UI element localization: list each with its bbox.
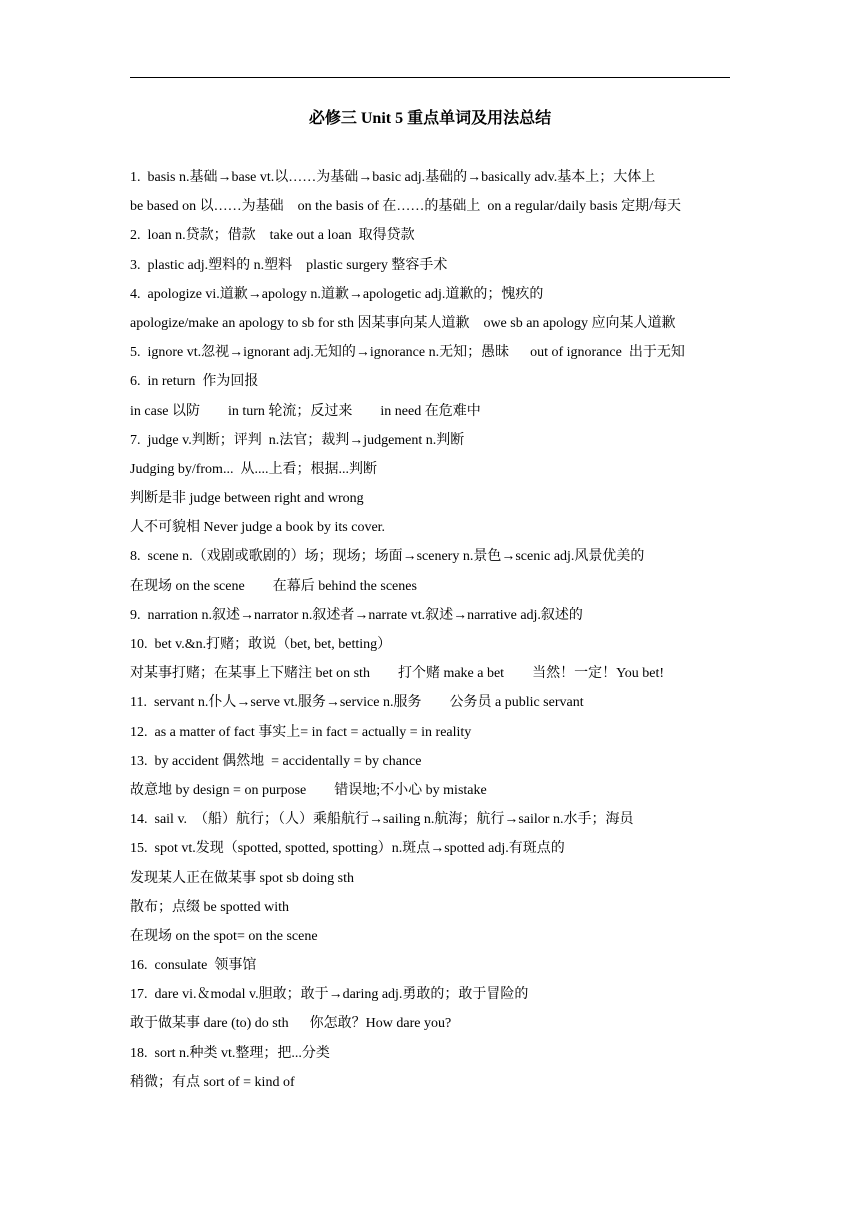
text-line: 16. consulate 领事馆 <box>130 958 257 974</box>
text-line: 8. scene n.（戏剧或歌剧的）场；现场；场面→scenery n.景色→scenic adj.风景优美的 <box>130 549 645 565</box>
text-line: 14. sail v. （船）航行；（人）乘船航行→sailing n.航海；航行→sailor n.水手；海员 <box>130 812 634 828</box>
text-line: 10. bet v.&n.打赌；敢说（bet, bet, betting） <box>130 637 392 652</box>
text-line: 3. plastic adj.塑料的 n.塑料 plastic surgery 整容手术 <box>130 257 448 273</box>
text-line: be based on 以……为基础 on the basis of 在……的基础上 on a regular/daily basis 定期/每天 <box>130 199 681 215</box>
text-line: 13. by accident 偶然地 = accidentally = by chance <box>130 753 422 769</box>
text-line: 散布；点缀 be spotted with <box>130 899 290 915</box>
text-line: 18. sort n.种类 vt.整理；把...分类 <box>130 1045 330 1061</box>
text-line: 发现某人正在做某事 spot sb doing sth <box>130 870 355 886</box>
document-title: 必修三 Unit 5 重点单词及用法总结 <box>308 110 552 127</box>
text-line: 6. in return 作为回报 <box>130 374 259 390</box>
text-line: 在现场 on the spot= on the scene <box>130 928 318 944</box>
text-line: 稍微；有点 sort of = kind of <box>130 1074 295 1090</box>
vocabulary-list <box>130 168 732 1102</box>
text-line: 7. judge v.判断；评判 n.法官；裁判→judgement n.判断 <box>130 432 465 448</box>
text-line: 敢于做某事 dare (to) do sth 你怎敢？How dare you? <box>130 1016 452 1032</box>
text-line: 2. loan n.贷款；借款 take out a loan 取得贷款 <box>130 228 415 244</box>
text-line: 15. spot vt.发现（spotted, spotted, spotting）n.斑点→spotted adj.有斑点的 <box>130 841 565 857</box>
text-line: 11. servant n.仆人→serve vt.服务→service n.服务 公务员 a public servant <box>130 695 584 711</box>
text-line: 9. narration n.叙述→narrator n.叙述者→narrate vt.叙述→narrative adj.叙述的 <box>130 607 583 623</box>
text-line: 人不可貌相 Never judge a book by its cover. <box>130 520 386 536</box>
text-line: 故意地 by design = on purpose 错误地;不小心 by mistake <box>130 782 487 798</box>
text-line: 1. basis n.基础→base vt.以……为基础→basic adj.基础的→basically adv.基本上；大体上 <box>130 170 656 185</box>
text-line: 对某事打赌；在某事上下赌注 bet on sth 打个赌 make a bet 当然！一定！You bet! <box>130 666 665 682</box>
text-line: 17. dare vi.＆modal v.胆敢；敢于→daring adj.勇敢的；敢于冒险的 <box>130 987 529 1003</box>
header-rule <box>130 77 730 78</box>
text-line: 4. apologize vi.道歉→apology n.道歉→apologetic adj.道歉的；愧疚的 <box>130 286 544 302</box>
text-line: 在现场 on the scene 在幕后 behind the scenes <box>130 578 417 594</box>
text-line: Judging by/from... 从....上看；根据...判断 <box>130 461 377 477</box>
text-line: 判断是非 judge between right and wrong <box>130 491 364 507</box>
text-line: in case 以防 in turn 轮流；反过来 in need 在危难中 <box>130 403 481 419</box>
text-line: 12. as a matter of fact 事实上= in fact = actually = in reality <box>130 724 472 740</box>
text-line: 5. ignore vt.忽视→ignorant adj.无知的→ignorance n.无知；愚昧 out of ignorance 出于无知 <box>130 345 685 361</box>
text-line: apologize/make an apology to sb for sth 因某事向某人道歉 owe sb an apology 应向某人道歉 <box>130 315 676 331</box>
